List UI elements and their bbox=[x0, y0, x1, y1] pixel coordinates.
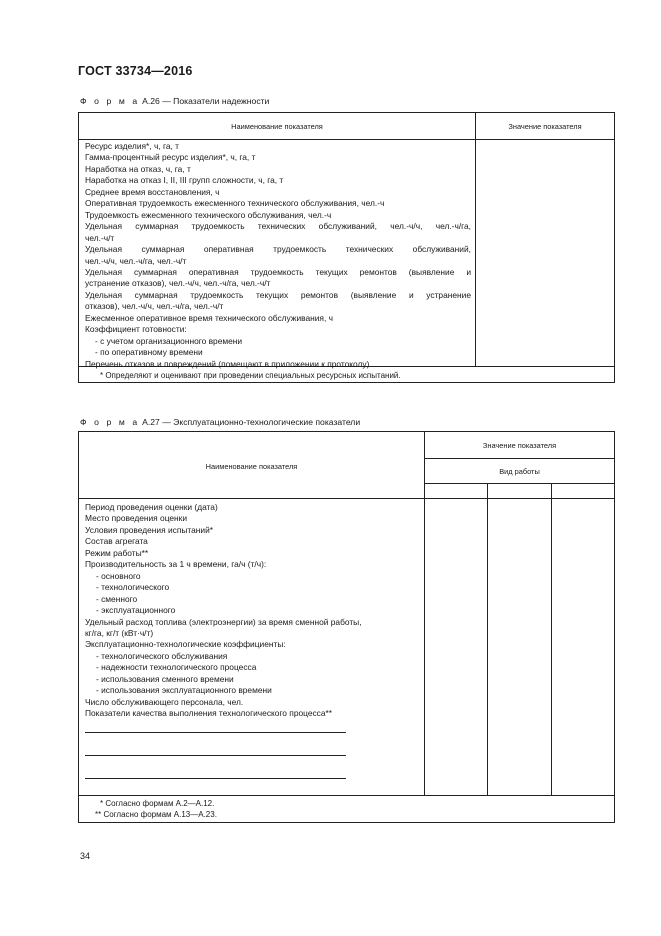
table-row: Место проведения оценки bbox=[85, 513, 188, 524]
column-divider bbox=[487, 483, 488, 795]
header-divider bbox=[425, 458, 614, 459]
page-number: 34 bbox=[80, 851, 91, 861]
form-a26-table bbox=[78, 112, 615, 383]
table-row: отказов), чел.-ч/ч, чел.-ч/га, чел.-ч/т bbox=[85, 301, 224, 312]
table-row: - сменного bbox=[96, 593, 138, 604]
table-row: - основного bbox=[96, 570, 141, 581]
table-row: Удельная суммарная оперативная трудоемкость текущих ремонтов (выявление и bbox=[85, 266, 471, 277]
header-divider bbox=[425, 483, 614, 484]
document-code: ГОСТ 33734—2016 bbox=[78, 64, 193, 78]
table-row: - с учетом организационного времени bbox=[95, 335, 243, 346]
form-a27-caption bbox=[80, 417, 360, 427]
table-row: Перечень отказов и повреждений (помещают в приложении к протоколу) bbox=[85, 358, 370, 369]
table-row: Оперативная трудоемкость ежесменного технического обслуживания, чел.-ч bbox=[85, 198, 385, 209]
table-row: Число обслуживающего персонала, чел. bbox=[85, 696, 244, 707]
table-row: Гамма-процентный ресурс изделия*, ч, га, т bbox=[85, 152, 256, 163]
table-row: Среднее время восстановления, ч bbox=[85, 186, 220, 197]
form-a26-caption-title: А.26 — Показатели надежности bbox=[139, 96, 270, 106]
form-a27-caption-label: Ф о р м а bbox=[80, 417, 140, 427]
table-row: Удельная суммарная трудоемкость текущих ремонтов (выявление и устранение bbox=[85, 289, 471, 300]
form-a26-footnote: * Определяют и оценивают при проведении специальных ресурсных испытаний. bbox=[100, 371, 401, 380]
table-row: - технологического обслуживания bbox=[96, 650, 228, 661]
blank-entry-line bbox=[85, 767, 346, 779]
table-row: Состав агрегата bbox=[85, 536, 148, 547]
form-a27-rows bbox=[85, 502, 421, 779]
table-row: Наработка на отказ I, II, III групп сложности, ч, га, т bbox=[85, 175, 284, 186]
column-divider bbox=[551, 483, 552, 795]
column-header-name: Наименование показателя bbox=[231, 122, 323, 131]
blank-entry-line bbox=[85, 744, 346, 756]
table-row: Коэффициент готовности: bbox=[85, 324, 187, 335]
header-divider bbox=[79, 498, 614, 499]
form-a27-footnote-2: ** Согласно формам А.13—А.23. bbox=[95, 810, 217, 819]
column-header-value: Значение показателя bbox=[482, 441, 557, 450]
table-row: Показатели качества выполнения технологического процесса** bbox=[85, 708, 333, 719]
table-row: чел.-ч/ч, чел.-ч/га, чел.-ч/т bbox=[85, 255, 187, 266]
form-a26-rows bbox=[85, 141, 471, 370]
table-row: - использования эксплуатационного времени bbox=[96, 685, 272, 696]
table-row: Удельная суммарная оперативная трудоемкость технических обслуживаний, bbox=[85, 244, 471, 255]
table-row: Наработка на отказ, ч, га, т bbox=[85, 163, 191, 174]
column-header-work-type: Вид работы bbox=[499, 467, 540, 476]
table-row: - использования сменного времени bbox=[96, 673, 234, 684]
header-divider bbox=[79, 139, 614, 140]
table-row: Производительность за 1 ч времени, га/ч (т/ч): bbox=[85, 559, 267, 570]
table-row: - надежности технологического процесса bbox=[96, 662, 257, 673]
form-a27-table bbox=[78, 431, 615, 823]
blank-entry-line bbox=[85, 722, 346, 734]
column-header-value: Значение показателя bbox=[508, 122, 582, 131]
form-a26-caption-label: Ф о р м а bbox=[80, 96, 140, 106]
footnote-divider bbox=[79, 795, 614, 796]
table-row: - эксплуатационного bbox=[96, 605, 176, 616]
table-row: Режим работы** bbox=[85, 547, 149, 558]
column-divider bbox=[475, 113, 476, 366]
form-a27-caption-title: А.27 — Эксплуатационно-технологические показатели bbox=[139, 417, 361, 427]
table-row: кг/га, кг/т (кВт·ч/т) bbox=[85, 627, 154, 638]
table-row: Условия проведения испытаний* bbox=[85, 524, 214, 535]
table-row: - по оперативному времени bbox=[95, 347, 203, 358]
table-row: - технологического bbox=[96, 582, 170, 593]
column-divider bbox=[424, 432, 425, 795]
table-row: Удельный расход топлива (электроэнергии) за время сменной работы, bbox=[85, 616, 362, 627]
table-row: Ресурс изделия*, ч, га, т bbox=[85, 141, 179, 151]
form-a27-footnote-1: * Согласно формам А.2—А.12. bbox=[100, 799, 215, 808]
table-row: Эксплуатационно-технологические коэффициенты: bbox=[85, 639, 286, 650]
table-row: Ежесменное оперативное время технического обслуживания, ч bbox=[85, 312, 333, 323]
table-row: Период проведения оценки (дата) bbox=[85, 502, 218, 512]
table-row: устранение отказов), чел.-ч/ч, чел.-ч/га, чел.-ч/т bbox=[85, 278, 271, 289]
column-header-name: Наименование показателя bbox=[205, 462, 298, 471]
form-a26-caption bbox=[80, 96, 269, 106]
table-row: Удельная суммарная трудоемкость технических обслуживаний, чел.-ч/ч, чел.-ч/га, bbox=[85, 221, 471, 232]
table-row: Трудоемкость ежесменного технического обслуживания, чел.-ч bbox=[85, 209, 332, 220]
table-row: чел.-ч/т bbox=[85, 232, 115, 243]
